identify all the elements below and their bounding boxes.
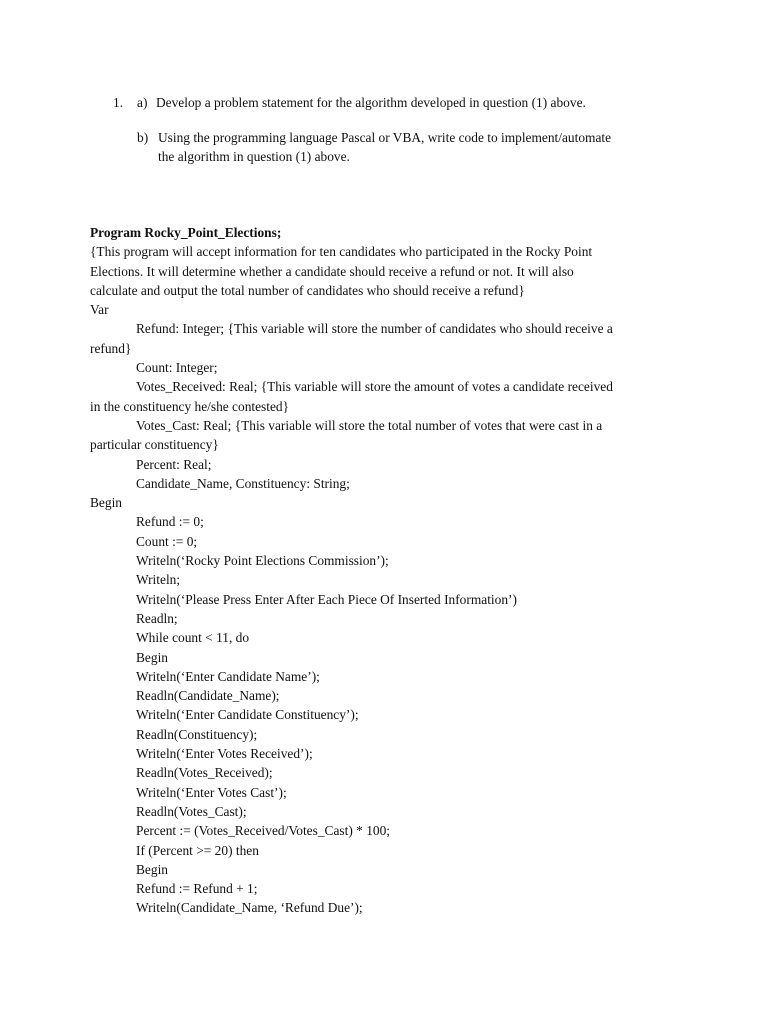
code-line: Refund := 0; xyxy=(136,514,204,530)
code-line: Begin xyxy=(90,495,122,511)
code-line: If (Percent >= 20) then xyxy=(136,842,259,858)
part-a-letter: a) xyxy=(137,95,148,110)
code-line: refund} xyxy=(90,340,132,356)
code-line: Readln(Votes_Cast); xyxy=(136,803,247,819)
code-line: Elections. It will determine whether a candidate should receive a refund or not. It will also xyxy=(90,263,574,279)
part-b-text xyxy=(158,128,718,166)
part-b-letter: b) xyxy=(137,130,149,145)
code-line: calculate and output the total number of candidates who should receive a refund} xyxy=(90,282,525,298)
code-line: Begin xyxy=(136,861,168,877)
code-line: While count < 11, do xyxy=(136,630,250,646)
code-line: Writeln(‘Enter Candidate Name’); xyxy=(136,668,320,684)
code-line: Readln; xyxy=(136,610,178,626)
part-b-line-1: Using the programming language Pascal or VBA, write code to implement/automate xyxy=(158,130,612,145)
code-line: Var xyxy=(90,302,109,318)
code-line: Votes_Cast: Real; {This variable will store the total number of votes that were cast in a xyxy=(136,417,603,433)
code-line: Writeln(‘Rocky Point Elections Commission’); xyxy=(136,553,389,569)
code-line: Count := 0; xyxy=(136,533,198,549)
code-line: Writeln(‘Please Press Enter After Each Piece Of Inserted Information’) xyxy=(136,591,517,607)
code-line: Percent := (Votes_Received/Votes_Cast) * 100; xyxy=(136,823,390,839)
code-line: Readln(Candidate_Name); xyxy=(136,688,280,704)
code-line: Percent: Real; xyxy=(136,456,212,472)
code-line: Refund: Integer; {This variable will store the number of candidates who should receive a xyxy=(136,321,613,337)
part-b-line-2: the algorithm in question (1) above. xyxy=(158,149,350,164)
code-line: Begin xyxy=(136,649,168,665)
code-line: Readln(Constituency); xyxy=(136,726,258,742)
code-line: Candidate_Name, Constituency: String; xyxy=(136,475,350,491)
program-listing xyxy=(90,223,680,918)
code-line: Readln(Votes_Received); xyxy=(136,765,273,781)
program-header: Program Rocky_Point_Elections; xyxy=(90,225,282,240)
code-line: particular constituency} xyxy=(90,437,219,453)
code-line: Refund := Refund + 1; xyxy=(136,881,258,897)
code-line: in the constituency he/she contested} xyxy=(90,398,290,414)
code-line: Count: Integer; xyxy=(136,360,218,376)
code-line: Writeln(‘Enter Votes Received’); xyxy=(136,746,313,762)
code-line: {This program will accept information for ten candidates who participated in the Rocky Point xyxy=(90,244,593,260)
code-line: Writeln; xyxy=(136,572,181,588)
code-line: Votes_Received: Real; {This variable will store the amount of votes a candidate received xyxy=(136,379,613,395)
code-line: Writeln(‘Enter Candidate Constituency’); xyxy=(136,707,359,723)
code-line: Writeln(‘Enter Votes Cast’); xyxy=(136,784,287,800)
part-a-text: Develop a problem statement for the algorithm developed in question (1) above. xyxy=(156,95,586,110)
code-line: Writeln(Candidate_Name, ‘Refund Due’); xyxy=(136,900,363,916)
question-number: 1. xyxy=(113,95,124,110)
